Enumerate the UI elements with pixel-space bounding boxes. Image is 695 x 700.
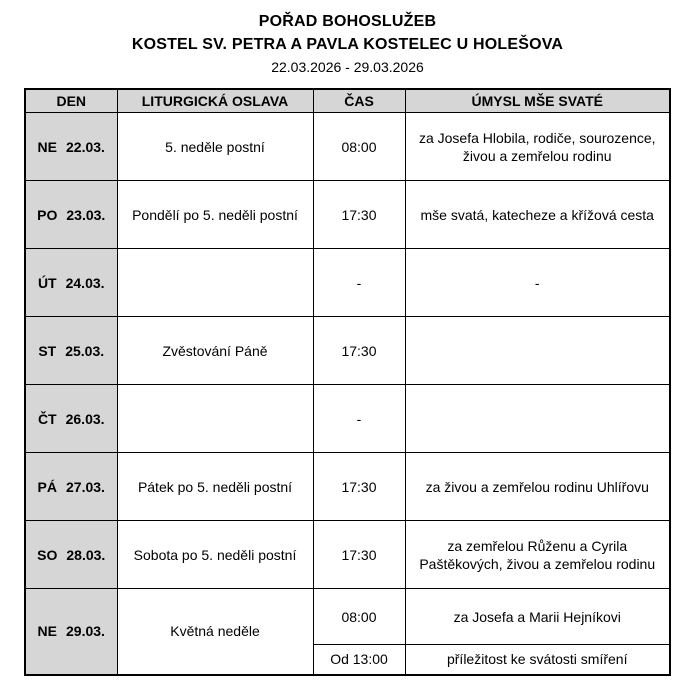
day-abbr: NE (37, 623, 57, 640)
day-abbr: ČT (37, 410, 57, 427)
table-row (25, 181, 670, 249)
celebration-cell: Sobota po 5. neděli postní (117, 521, 313, 589)
day-date: 22.03. (66, 138, 105, 155)
time-cell-secondary: Od 13:00 (313, 645, 405, 675)
time-cell: - (313, 249, 405, 317)
day-date: 23.03. (66, 206, 106, 223)
table-row (25, 453, 670, 521)
day-cell (25, 453, 117, 521)
day-cell (25, 385, 117, 453)
day-date: 24.03. (65, 274, 105, 291)
date-range: 22.03.2026 - 29.03.2026 (271, 59, 424, 75)
intention-cell: za Josefa a Marii Hejníkovi (405, 589, 670, 645)
day-date: 26.03. (65, 410, 105, 427)
celebration-cell: 5. neděle postní (117, 113, 313, 181)
day-abbr: SO (37, 546, 58, 563)
intention-cell: - (405, 249, 670, 317)
column-header-celebration: LITURGICKÁ OSLAVA (117, 89, 313, 113)
column-header-intention: ÚMYSL MŠE SVATÉ (405, 89, 670, 113)
table-row (25, 589, 670, 645)
day-cell (25, 181, 117, 249)
day-cell (25, 249, 117, 317)
column-header-time: ČAS (313, 89, 405, 113)
day-date: 27.03. (66, 478, 105, 495)
document-header (0, 0, 695, 75)
table-header-row (25, 89, 670, 113)
time-cell: 17:30 (313, 317, 405, 385)
day-cell (25, 589, 117, 675)
column-header-day: DEN (25, 89, 117, 113)
celebration-cell: Květná neděle (117, 589, 313, 675)
time-cell: 17:30 (313, 453, 405, 521)
day-abbr: ÚT (37, 274, 57, 291)
intention-cell (405, 317, 670, 385)
table-row (25, 113, 670, 181)
day-cell (25, 521, 117, 589)
time-cell: 08:00 (313, 589, 405, 645)
time-cell: 17:30 (313, 521, 405, 589)
intention-cell: za živou a zemřelou rodinu Uhlířovu (405, 453, 670, 521)
schedule-table (24, 88, 671, 676)
day-date: 28.03. (66, 546, 106, 563)
day-abbr: ST (38, 342, 57, 359)
day-abbr: PÁ (37, 478, 57, 495)
table-row (25, 249, 670, 317)
time-cell: 17:30 (313, 181, 405, 249)
table-row (25, 521, 670, 589)
celebration-cell: Zvěstování Páně (117, 317, 313, 385)
day-abbr: PO (37, 206, 58, 223)
day-date: 29.03. (66, 623, 105, 640)
table-row (25, 317, 670, 385)
church-name: KOSTEL SV. PETRA A PAVLA KOSTELEC U HOLEŠOVA (131, 36, 564, 53)
time-cell: - (313, 385, 405, 453)
celebration-cell (117, 249, 313, 317)
celebration-cell: Pondělí po 5. neděli postní (117, 181, 313, 249)
intention-cell: za zemřelou Růženu a Cyrila Paštěkových, živou a zemřelou rodinu (405, 521, 670, 589)
celebration-cell (117, 385, 313, 453)
intention-cell-secondary: příležitost ke svátosti smíření (405, 645, 670, 675)
day-cell (25, 317, 117, 385)
document-title: POŘAD BOHOSLUŽEB (258, 13, 437, 30)
time-cell: 08:00 (313, 113, 405, 181)
intention-cell (405, 385, 670, 453)
intention-cell: mše svatá, katecheze a křížová cesta (405, 181, 670, 249)
celebration-cell: Pátek po 5. neděli postní (117, 453, 313, 521)
day-abbr: NE (37, 138, 57, 155)
intention-cell: za Josefa Hlobila, rodiče, sourozence, živou a zemřelou rodinu (405, 113, 670, 181)
table-row (25, 385, 670, 453)
day-cell (25, 113, 117, 181)
day-date: 25.03. (65, 342, 105, 359)
